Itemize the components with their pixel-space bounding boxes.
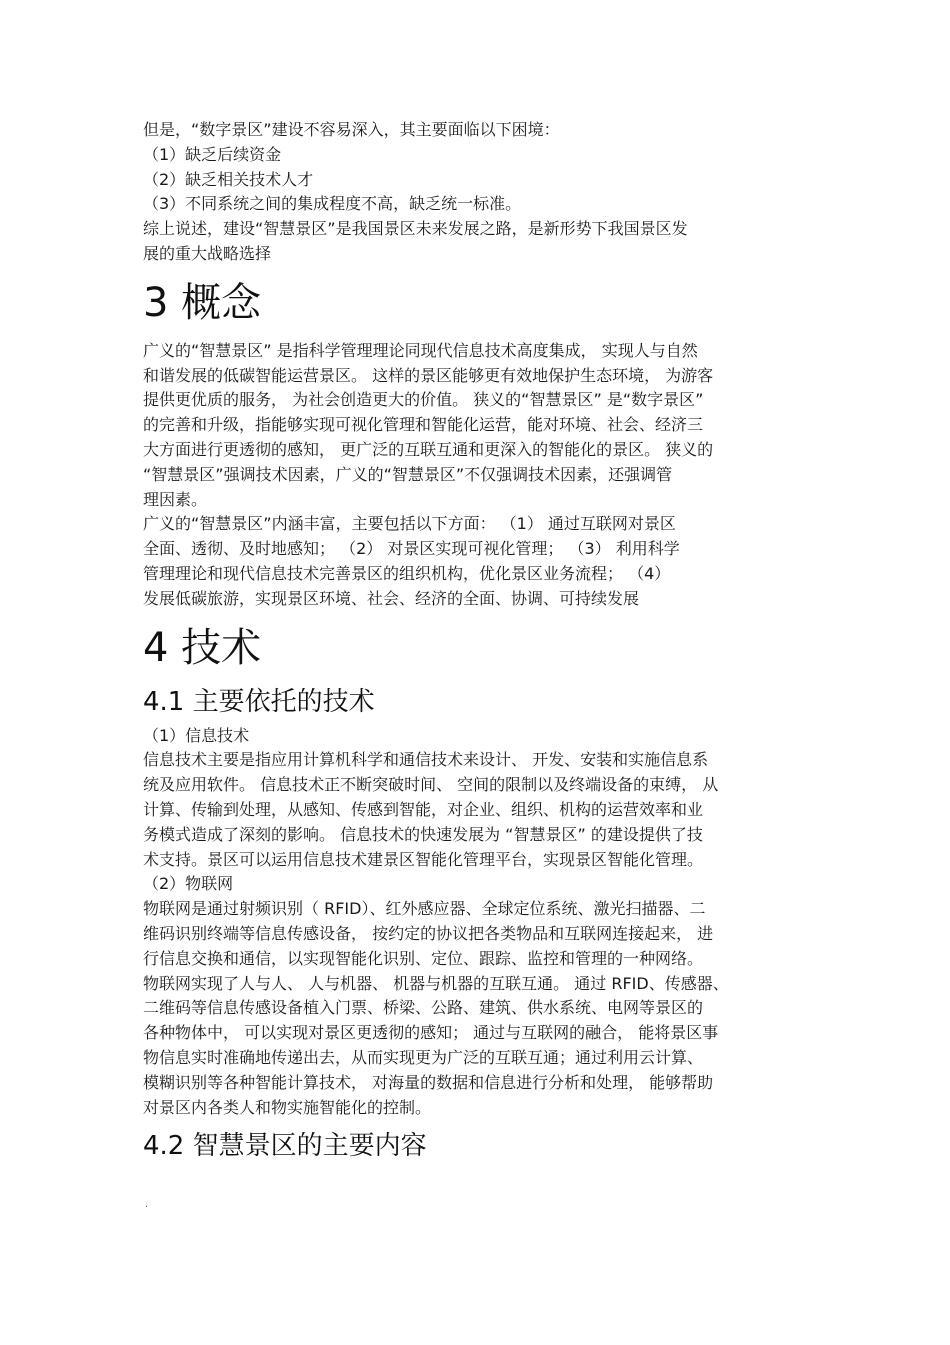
text-line: 的完善和升级，指能够实现可视化管理和智能化运营，能对环境、社会、经济三 xyxy=(143,415,704,435)
text-line: 全面、透彻、及时地感知； （2） 对景区实现可视化管理； （3） 利用科学 xyxy=(143,539,680,559)
text-line: 和谐发展的低碳智能运营景区。 这样的景区能够更有效地保护生态环境， 为游客 xyxy=(143,365,714,385)
text-line: 行信息交换和通信，以实现智能化识别、定位、跟踪、监控和管理的一种网络。 xyxy=(143,948,704,968)
text-line: 广义的“智慧景区”内涵丰富，主要包括以下方面： （1） 通过互联网对景区 xyxy=(143,514,676,534)
text-line: 计算、传输到处理，从感知、传感到智能，对企业、组织、机构的运营效率和业 xyxy=(143,799,704,819)
text-line: 管理理论和现代信息技术完善景区的组织机构，优化景区业务流程； （4） xyxy=(143,563,671,583)
text-line: 综上说述，建设“智慧景区”是我国景区未来发展之路，是新形势下我国景区发 xyxy=(143,219,688,239)
text-line: 各种物体中， 可以实现对景区更透彻的感知； 通过与互联网的融合， 能将景区事 xyxy=(143,1023,719,1043)
text-line: 模糊识别等各种智能计算技术， 对海量的数据和信息进行分析和处理， 能够帮助 xyxy=(143,1072,714,1092)
text-line: 展的重大战略选择 xyxy=(143,243,272,263)
text-line: （1）缺乏后续资金 xyxy=(143,144,282,164)
text-line: 物联网是通过射频识别（ RFID）、红外感应器、全球定位系统、激光扫描器、二 xyxy=(143,899,706,919)
document-body xyxy=(143,118,813,1168)
text-line: 二维码等信息传感设备植入门票、桥梁、公路、建筑、供水系统、电网等景区的 xyxy=(143,998,704,1018)
text-line: 信息技术主要是指应用计算机科学和通信技术来设计、 开发、安装和实施信息系 xyxy=(143,750,709,770)
section-heading-concept: 3 概念 xyxy=(143,279,262,326)
text-line: 发展低碳旅游，实现景区环境、社会、经济的全面、协调、可持续发展 xyxy=(143,588,640,608)
technology-paragraph xyxy=(143,724,813,1121)
text-line: 务模式造成了深刻的影响。 信息技术的快速发展为 “智慧景区” 的建设提供了技 xyxy=(143,824,703,844)
text-line: 对景区内各类人和物实施智能化的控制。 xyxy=(143,1097,432,1117)
concept-paragraph xyxy=(143,339,813,612)
subsection-heading-main-content: 4.2 智慧景区的主要内容 xyxy=(143,1131,427,1162)
subsection-heading-main-technologies: 4.1 主要依托的技术 xyxy=(143,686,375,717)
text-line: 统及应用软件。 信息技术正不断突破时间、 空间的限制以及终端设备的束缚， 从 xyxy=(143,775,719,795)
text-line: 提供更优质的服务， 为社会创造更大的价值。 狭义的“智慧景区” 是“数字景区” xyxy=(143,390,704,410)
page-footer-mark: . xyxy=(145,1199,149,1210)
text-line: 理因素。 xyxy=(143,489,208,509)
text-line: （2）物联网 xyxy=(143,874,234,894)
text-line: （2）缺乏相关技术人才 xyxy=(143,169,314,189)
text-line: “智慧景区”强调技术因素，广义的“智慧景区”不仅强调技术因素，还强调管 xyxy=(143,464,673,484)
text-line: 物联网实现了人与人、 人与机器、 机器与机器的互联互通。 通过 RFID、传感器、 xyxy=(143,973,729,993)
text-line: 物信息实时准确地传递出去，从而实现更为广泛的互联互通；通过利用云计算、 xyxy=(143,1047,704,1067)
text-line: 但是，“数字景区”建设不容易深入，其主要面临以下困境： xyxy=(143,120,560,139)
text-line: 广义的“智慧景区” 是指科学管理理论同现代信息技术高度集成， 实现人与自然 xyxy=(143,340,698,360)
text-line: 维码识别终端等信息传感设备， 按约定的协议把各类物品和互联网连接起来， 进 xyxy=(143,923,714,943)
section-heading-technology: 4 技术 xyxy=(143,624,262,671)
text-line: 大方面进行更透彻的感知， 更广泛的互联互通和更深入的智能化的景区。 狭义的 xyxy=(143,439,714,459)
intro-paragraph xyxy=(143,118,813,267)
text-line: 术支持。景区可以运用信息技术建景区智能化管理平台，实现景区智能化管理。 xyxy=(143,849,704,869)
text-line: （1）信息技术 xyxy=(143,725,250,745)
text-line: （3）不同系统之间的集成程度不高，缺乏统一标准。 xyxy=(143,194,522,214)
